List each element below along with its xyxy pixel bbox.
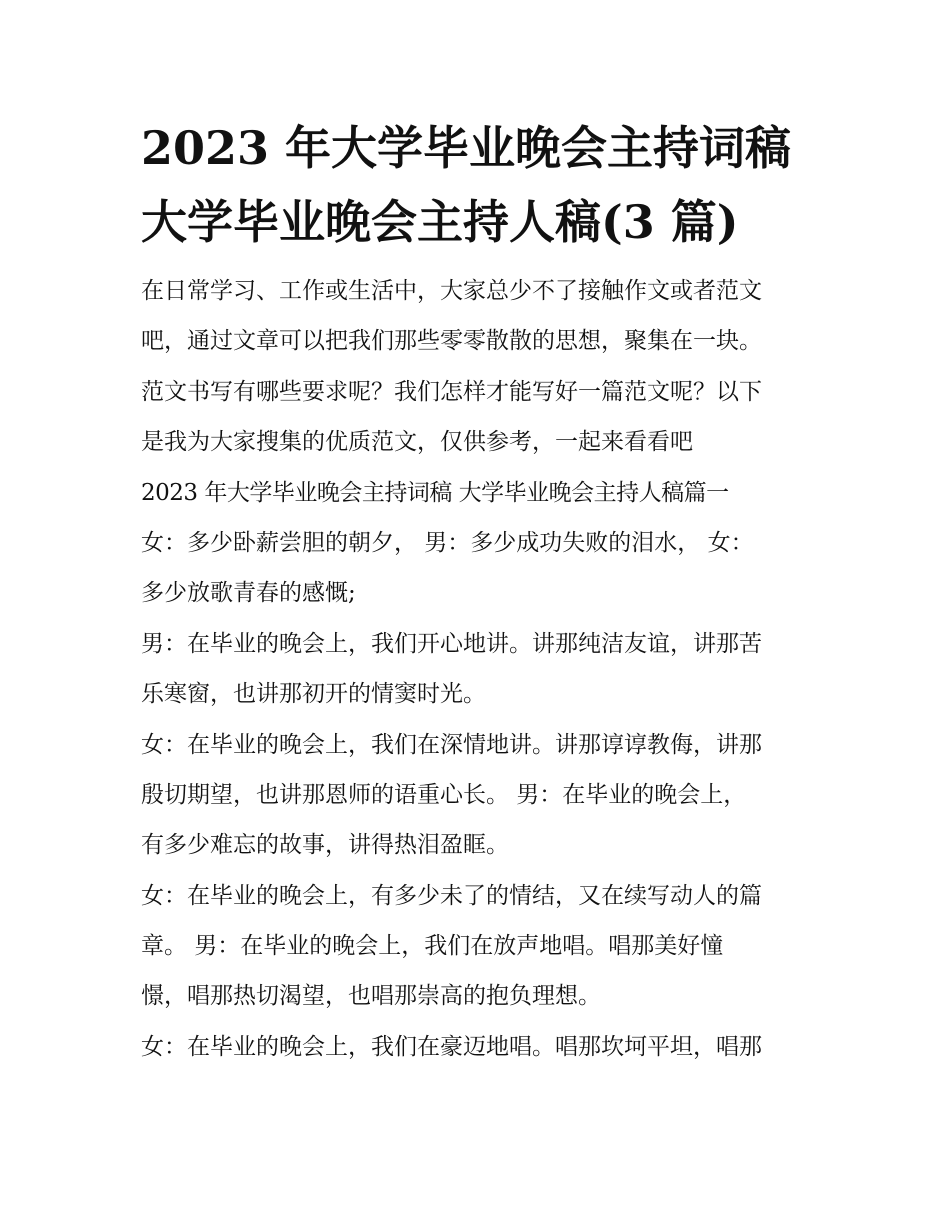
body-line-3: 范文书写有哪些要求呢？我们怎样才能写好一篇范文呢？以下: [141, 378, 762, 405]
title-line-2: 大学毕业晚会主持人稿(3 篇): [141, 195, 739, 249]
document-title: [141, 118, 813, 252]
body-line-14: 章。 男：在毕业的晚会上，我们在放声地唱。唱那美好憧: [141, 933, 724, 960]
body-line-4: 是我为大家搜集的优质范文，仅供参考，一起来看看吧: [141, 429, 693, 456]
document-page: [141, 118, 813, 1072]
body-line-13: 女：在毕业的晚会上，有多少未了的情结，又在续写动人的篇: [141, 882, 762, 909]
body-line-7: 多少放歌青春的感慨;: [141, 580, 356, 607]
document-body: [141, 266, 813, 1072]
body-line-15: 憬，唱那热切渴望，也唱那崇高的抱负理想。: [141, 983, 601, 1010]
body-line-1: 在日常学习、工作或生活中，大家总少不了接触作文或者范文: [141, 278, 762, 304]
body-line-16: 女：在毕业的晚会上，我们在豪迈地唱。唱那坎坷平坦，唱那: [141, 1033, 762, 1060]
body-line-2: 吧，通过文章可以把我们那些零零散散的思想，聚集在一块。: [141, 328, 762, 355]
body-line-11: 殷切期望，也讲那恩师的语重心长。 男：在毕业的晚会上，: [141, 781, 747, 808]
body-line-8: 男：在毕业的晚会上，我们开心地讲。讲那纯洁友谊，讲那苦: [141, 630, 762, 657]
title-line-1: 2023 年大学毕业晚会主持词稿: [141, 121, 792, 175]
body-line-5: 2023 年大学毕业晚会主持词稿 大学毕业晚会主持人稿篇一: [141, 479, 729, 506]
body-line-10: 女：在毕业的晚会上，我们在深情地讲。讲那谆谆教侮，讲那: [141, 731, 762, 758]
body-line-6: 女：多少卧薪尝胆的朝夕， 男：多少成功失败的泪水， 女：: [141, 529, 754, 556]
body-line-12: 有多少难忘的故事，讲得热泪盈眶。: [141, 832, 509, 859]
body-line-9: 乐寒窗，也讲那初开的情窦时光。: [141, 681, 486, 708]
